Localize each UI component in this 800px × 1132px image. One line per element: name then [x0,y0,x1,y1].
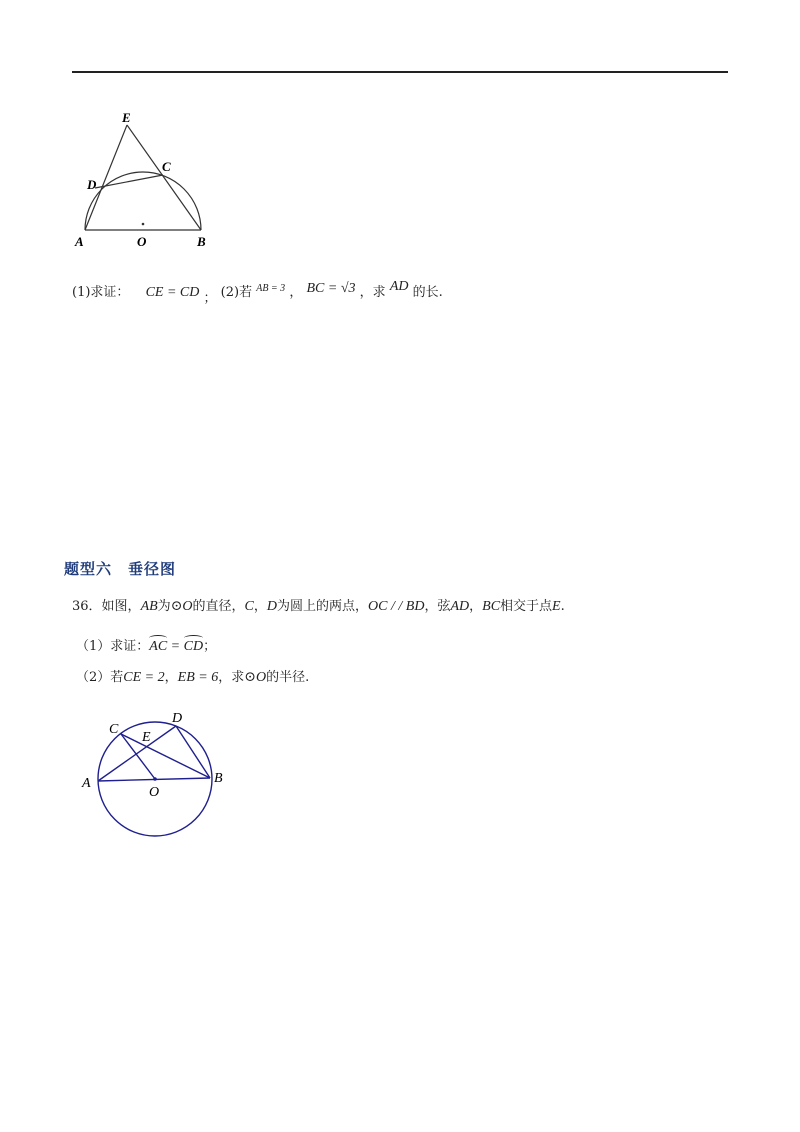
prev-ce-cd: CE = CD [145,285,200,300]
label-b: B [197,234,206,249]
p36-t4: ， [253,599,267,614]
p36-q1-prefix: （1）求证： [76,639,150,654]
p36-q1-suffix: ； [203,639,217,654]
center-o-dot [142,223,145,226]
p36-q2-prefix: （2）若 [76,670,124,685]
p36-t6: ，弦 [424,599,451,614]
p36-t5: 为圆上的两点， [277,599,369,614]
p36-q1-arc-ac: AC [149,639,168,654]
p36-q2-suffix: 的半径. [266,670,310,685]
p36-q1-arc-cd: CD [183,639,204,654]
label-o: O [149,785,160,800]
label-d: D [172,711,183,726]
p36-d: D [266,599,278,614]
prev-suffix: 的长. [412,285,443,300]
label-e: E [142,730,151,745]
label-a: A [82,776,91,791]
p36-t9: . [560,599,565,614]
figure-semicircle [70,108,220,256]
p36-bc: BC [482,599,501,614]
p36-ad: AD [450,599,470,614]
segment-eb [127,125,201,230]
p36-c: C [244,599,254,614]
label-c: C [162,159,171,174]
label-d: D [87,177,97,192]
section-heading: 题型六 垂径图 [64,560,177,578]
label-e: E [122,110,131,125]
chord-dc [95,175,163,188]
top-rule [72,71,728,73]
prev-bc: BC = √3 [306,281,356,296]
p36-q2-c1: ， [164,670,178,685]
prev-sep1: ； [203,291,217,306]
prev-comma1: ， [289,285,303,300]
prev-part1-prefix: (1)求证： [72,285,130,300]
p36-t1: 如图， [101,599,141,614]
p36-q2-eb: EB = 6 [177,670,219,685]
semicircle-arc [85,172,201,230]
center-o-dot [153,777,157,781]
p36-q2-ce: CE = 2 [123,670,165,685]
figure-circle [78,706,238,842]
p36-number: 36． [72,599,102,614]
p36-t3: 的直径， [192,599,245,614]
problem36-statement [72,598,565,616]
p36-q1-eq: = [167,639,184,654]
p36-oc-bd: OC / / BD [368,599,425,614]
prev-comma2: ，求 [359,285,386,300]
prev-ad: AD [389,279,409,294]
label-b: B [214,771,223,786]
p36-t8: 相交于点 [500,599,553,614]
problem36-q2 [76,669,309,687]
p36-t7: ， [469,599,483,614]
prev-problem-questions [72,279,443,306]
p36-circle-o: ⊙O [170,599,193,614]
problem36-q1 [76,638,216,656]
p36-e: E [552,599,561,614]
label-a: A [75,234,84,249]
p36-q2-o: ⊙O [244,670,267,685]
p36-t2: 为 [157,599,171,614]
label-c: C [109,722,119,737]
prev-part2-prefix: (2)若 [220,285,253,300]
p36-q2-c2: ，求 [218,670,245,685]
p36-ab: AB [140,599,158,614]
label-o: O [137,234,147,249]
prev-ab: AB = 3 [256,283,286,294]
